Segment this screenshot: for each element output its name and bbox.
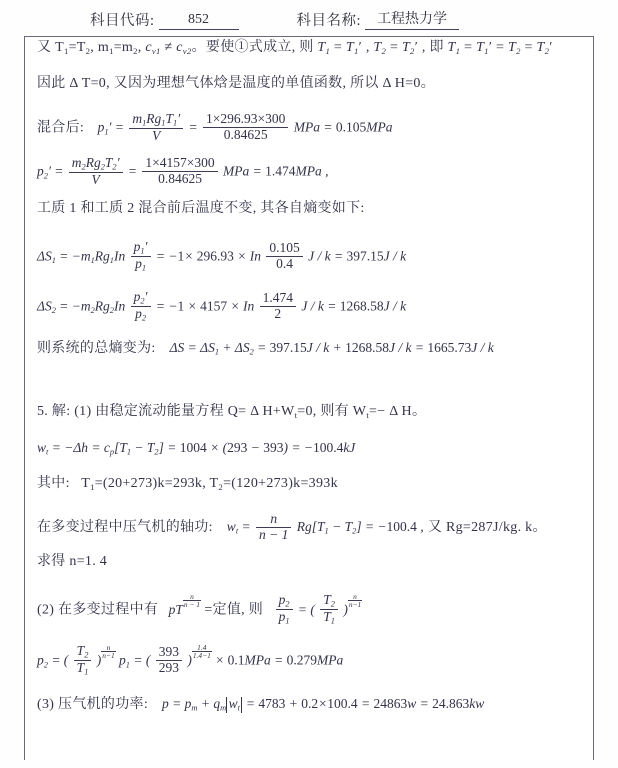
text-line-entropy-intro: 工质 1 和工质 2 混合前后温度不变, 其各自熵变如下: (37, 201, 365, 216)
mixed-after-label: 混合后: (37, 120, 85, 136)
total-entropy-label: 则系统的总熵变为: (37, 341, 156, 356)
equation-shaft-work: 在多变过程中压气机的轴功: wt = $\frac{n}{n - 1}$ Rg[T1 − T2] = −100.4 , 又 Rg=287J/kg. k。 (37, 510, 547, 542)
page-header (0, 6, 618, 32)
subject-code-label: 科目代码: (90, 12, 155, 29)
shaft-work-label: 在多变过程中压气机的轴功: (37, 520, 213, 536)
rg-note: , 又 Rg=287J/kg. k。 (420, 520, 547, 536)
equation-p1-prime: 混合后: p1′ = $\frac{m1Rg1T1'}{V}$ = $\frac{1\times 296.93\times 300}{0.84625}$ MPa = 0.105MPa (37, 110, 393, 143)
equation-delta-s1: ΔS1 = −m1Rg1In $\frac{p1'}{p1}$ = −1× 296.93 × In $\frac{0.105}{0.4}$ J / k = 397.15J / k (37, 238, 407, 273)
equation-compressor-power: (3) 压气机的功率: p = pm + qm wt = 4783 + 0.2×100.4 = 24863w = 24.863kw (37, 696, 485, 713)
exponent-n-over-n-minus-1: $\frac{n}{n - 1}$ (183, 592, 200, 610)
subject-name-value: 工程热力学 (365, 8, 459, 30)
text-line-q5: 5. 解: (1) 由稳定流动能量方程 Q= Δ $H+W_t=0$, 则有 $W_t=- \Delta$ H。 (37, 404, 427, 420)
equation-wt: wt = −Δh = cp[T1 − T2] = 1004 × (293 − 393) = −100.4kJ (37, 440, 356, 457)
equation-p2-final: p2 = ( $\frac{T2}{T1}$ ) $\frac{n}{n-1}$ p1 = ( $\frac{393}{293}$ ) $\frac{1.4}{1.4-1}$ × 0.1MPa = 0.279MPa (37, 643, 344, 677)
text-line-n-value: 求得 n=1. 4 (37, 554, 108, 569)
subject-code-value: 852 (159, 12, 239, 30)
part3-label: (3) 压气机的功率: (37, 697, 149, 712)
text-line-q5-part2: (2) 在多变过程中有 pT $\frac{n}{n - 1}$ =定值, 则 $\frac{p2}{p1}$ = ( $\frac{T2}{T1}$ ) $\frac{n}{n-1}$ (37, 592, 362, 626)
given-label: 其中: (37, 476, 70, 491)
text-line-deltaT: 因此 Δ T=0, 又因为理想气体焓是温度的单值函数, 所以 Δ H=0。 (37, 76, 436, 91)
subject-name-group (297, 8, 460, 30)
part2-mid: =定值, 则 (204, 602, 264, 618)
part2-label: (2) 在多变过程中有 (37, 602, 159, 618)
subject-code-group (90, 9, 239, 30)
answer-content-frame (24, 36, 594, 760)
subject-name-label: 科目名称: (296, 13, 362, 29)
equation-delta-s2: ΔS2 = −m2Rg2In $\frac{p2'}{p2}$ = −1 × 4157 × In $\frac{1.474}{2}$ J / k = 1268.58J / k (37, 288, 407, 323)
equation-total-entropy: 则系统的总熵变为: ΔS = ΔS1 + ΔS2 = 397.15J / k + 1268.58J / k = 1665.73J / k (37, 340, 494, 357)
text-line-given-temps: 其中: $T_1=(20+273)k=293k$, $T_2=(120+273)k=393k$ (37, 476, 338, 492)
equation-p2-prime: p2′ = $\frac{m2Rg2T2'}{V}$ = $\frac{1\times 4157\times 300}{0.84625}$ MPa = 1.474MPa , (37, 154, 329, 187)
text-line-conditions: 又 $T_1=T_2$, $m_1=m_2$, cv1 ≠ cv2。要使①式成立, 则 T1 = T1′ , T2 = T2′ , 即 T1 = T1′ = T2 = T2′ (37, 40, 553, 56)
